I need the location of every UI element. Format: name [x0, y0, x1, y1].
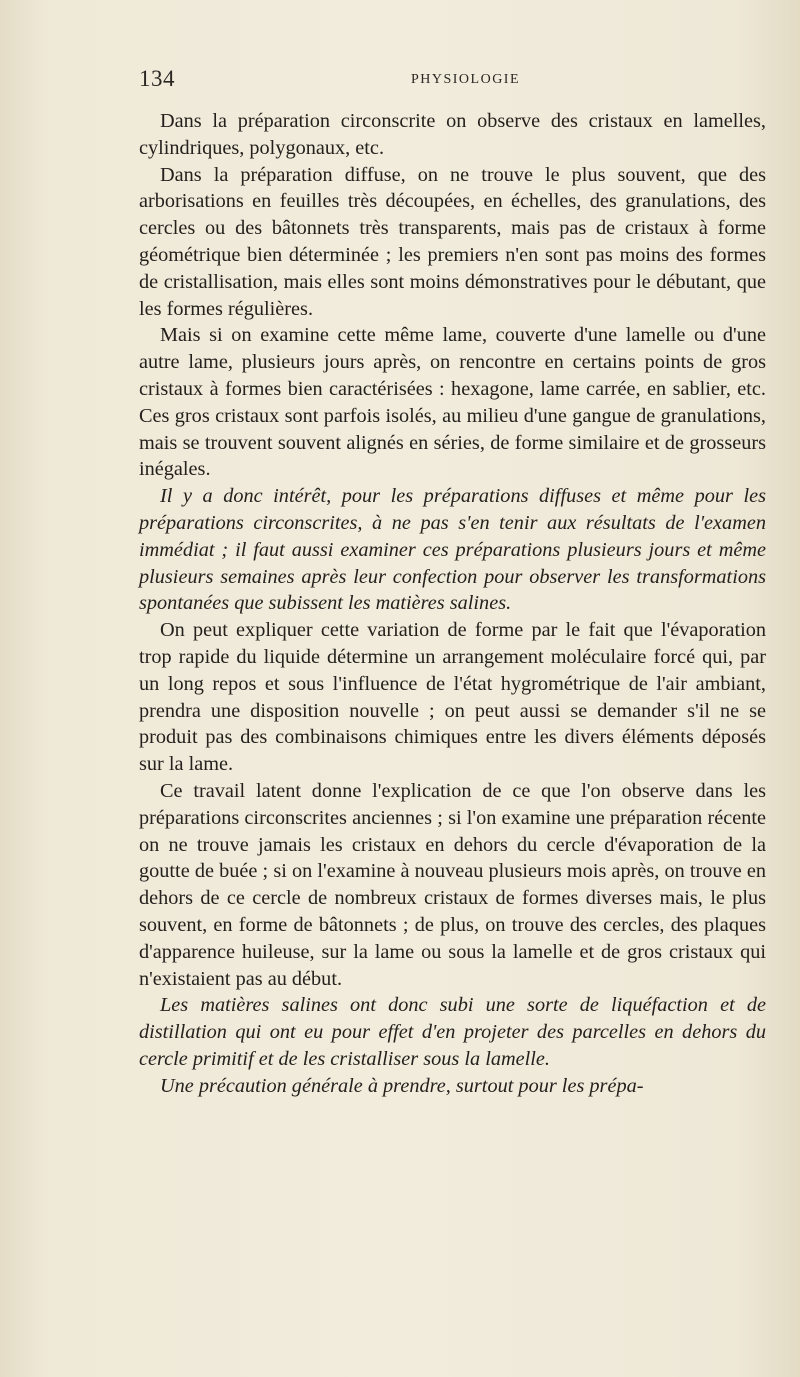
paragraph-gros-cristaux: Mais si on examine cette même lame, couverte d'une lamelle ou d'une autre lame, plusieurs jours après, on rencontre en certains points de gros cristaux à formes bien caractérisées : hexagone, lame carrée, en sablier, etc. Ces gros cristaux sont parfois isolés, au milieu d'une gangue de granulations, mais se trouvent souvent alignés en séries, de forme similaire et de grosseurs inégales.	[139, 324, 766, 481]
paragraph-travail-latent: Ce travail latent donne l'explication de ce que l'on observe dans les préparations circonscrites anciennes ; si l'on examine une préparation récente on ne trouve jamais les cristaux en dehors du cercle d'évaporation de la goutte de buée ; si on l'examine à nouveau plusieurs mois après, on trouve en dehors de ce cercle de nombreux cristaux de formes diverses mais, le plus souvent, en forme de bâtonnets ; de plus, on trouve des cercles, des plaques d'apparence huileuse, sur la lame ou sous la lamelle et de gros cristaux qui n'existaient pas au début.	[139, 779, 766, 990]
page-header	[139, 66, 764, 96]
running-title: PHYSIOLOGIE	[410, 72, 521, 87]
paragraph-diffuse: Dans la préparation diffuse, on ne trouve le plus souvent, que des arborisations en feuilles très découpées, en échelles, des granulations, des cercles ou des bâtonnets très transparents, mais pas de cristaux à forme géométrique bien déterminée ; les premiers n'en sont pas moins des formes de cristallisation, mais elles sont moins démonstratives pour le débutant, que les formes régulières.	[139, 163, 766, 320]
body-text	[139, 108, 766, 1099]
paragraph-interet-italic: Il y a donc intérêt, pour les préparations diffuses et même pour les préparations circonscrites, à ne pas s'en tenir aux résultats de l'examen immédiat ; il faut aussi examiner ces préparations plusieurs jours et même plusieurs semaines après leur confection pour observer les transformations spontanées que subissent les matières salines.	[139, 485, 766, 615]
paragraph-variation-forme: On peut expliquer cette variation de forme par le fait que l'évaporation trop rapide du liquide détermine un arrangement moléculaire forcé qui, par un long repos et sous l'influence de l'état hygrométrique de l'air ambiant, prendra une disposition nouvelle ; on peut aussi se demander s'il ne se produit pas des combinaisons chimiques entre les divers éléments déposés sur la lame.	[139, 619, 766, 776]
paragraph-circonscrite: Dans la préparation circonscrite on observe des cristaux en lamelles, cylindriques, polygonaux, etc.	[139, 110, 766, 159]
paragraph-precaution-italic: Une précaution générale à prendre, surtout pour les prépa-	[160, 1074, 644, 1097]
page-number: 134	[139, 66, 175, 91]
paragraph-matieres-salines-italic: Les matières salines ont donc subi une sorte de liquéfaction et de distillation qui ont eu pour effet d'en projeter des parcelles en dehors du cercle primitif et de les cristalliser sous la lamelle.	[139, 994, 766, 1070]
